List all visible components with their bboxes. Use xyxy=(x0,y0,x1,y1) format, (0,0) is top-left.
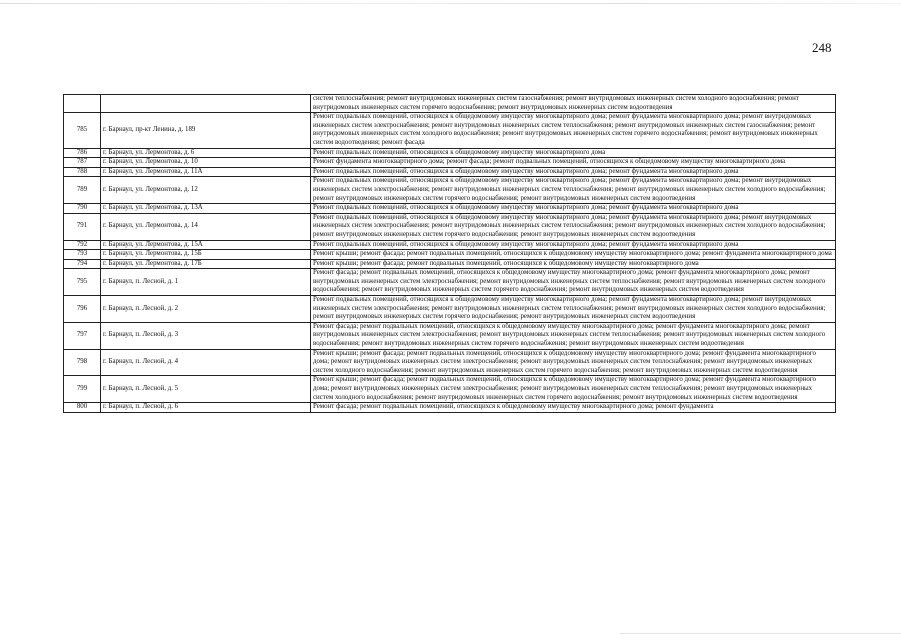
works-cell: Ремонт подвальных помещений, относящихся к общедомовому имуществу многоквартирного дома xyxy=(311,148,836,158)
works-cell: систем теплоснабжения; ремонт внутридомовых инженерных систем газоснабжения; ремонт внутридомовых инженерных систем холодного водоснабжения; ремонт внутридомовых инженерных систем горячего водоснабжения; ремонт внутридомовых инженерных систем водоотведения xyxy=(311,95,836,113)
table-row xyxy=(64,113,836,148)
row-number-cell: 790 xyxy=(64,204,101,214)
table-row xyxy=(64,403,836,413)
table-row xyxy=(64,296,836,323)
table-row xyxy=(64,95,836,113)
row-number-cell: 798 xyxy=(64,349,101,376)
works-cell: Ремонт фасада; ремонт подвальных помещений, относящихся к общедомовому имуществу многоквартирного дома; ремонт фундамента многоквартирного дома; ремонт внутридомовых инженерных систем электроснабжения; ремонт внутридомовых инженерных систем теплоснабжения; ремонт внутридомовых инженерных систем холодного водоснабжения; ремонт внутридомовых инженерных систем горячего водоснабжения; ремонт внутридомовых инженерных систем водоотведения xyxy=(311,269,836,296)
works-cell: Ремонт фасада; ремонт подвальных помещений, относящихся к общедомовому имуществу многоквартирного дома; ремонт фундамента xyxy=(311,403,836,413)
scan-artifact-bottom xyxy=(620,633,901,634)
address-cell: г. Барнаул, ул. Лермонтова, д. 14 xyxy=(101,213,311,240)
address-cell: г. Барнаул, п. Лесной, д. 2 xyxy=(101,296,311,323)
row-number-cell: 795 xyxy=(64,269,101,296)
row-number-cell: 791 xyxy=(64,213,101,240)
works-cell: Ремонт подвальных помещений, относящихся к общедомовому имуществу многоквартирного дома; ремонт фундамента многоквартирного дома xyxy=(311,240,836,250)
address-cell: г. Барнаул, ул. Лермонтова, д. 10 xyxy=(101,158,311,168)
works-cell: Ремонт подвальных помещений, относящихся к общедомовому имуществу многоквартирного дома; ремонт фундамента многоквартирного дома; ремонт внутридомовых инженерных систем электроснабжения; ремонт внутридомовых инженерных систем теплоснабжения; ремонт внутридомовых инженерных систем холодного водоснабжения; ремонт внутридомовых инженерных систем горячего водоснабжения; ремонт внутридомовых инженерных систем водоотведения xyxy=(311,213,836,240)
works-cell: Ремонт крыши; ремонт фасада; ремонт подвальных помещений, относящихся к общедомовому имуществу многоквартирного дома; ремонт фундамента многоквартирного дома xyxy=(311,250,836,260)
address-cell xyxy=(101,95,311,113)
address-cell: г. Барнаул, п. Лесной, д. 1 xyxy=(101,269,311,296)
table-row xyxy=(64,240,836,250)
table-body xyxy=(64,95,836,413)
works-cell: Ремонт подвальных помещений, относящихся к общедомовому имуществу многоквартирного дома; ремонт фундамента многоквартирного дома xyxy=(311,204,836,214)
row-number-cell: 796 xyxy=(64,296,101,323)
address-cell: г. Барнаул, ул. Лермонтова, д. 17Б xyxy=(101,259,311,269)
row-number-cell: 786 xyxy=(64,148,101,158)
row-number-cell: 797 xyxy=(64,322,101,349)
row-number-cell: 792 xyxy=(64,240,101,250)
row-number-cell xyxy=(64,95,101,113)
address-cell: г. Барнаул, ул. Лермонтова, д. 6 xyxy=(101,148,311,158)
row-number-cell: 788 xyxy=(64,167,101,177)
table-row xyxy=(64,269,836,296)
works-cell: Ремонт крыши; ремонт фасада; ремонт подвальных помещений, относящихся к общедомовому имуществу многоквартирного дома; ремонт фундамента многоквартирного дома; ремонт внутридомовых инженерных систем электроснабжения; ремонт внутридомовых инженерных систем теплоснабжения; ремонт внутридомовых инженерных систем холодного водоснабжения; ремонт внутридомовых инженерных систем горячего водоснабжения; ремонт внутридомовых инженерных систем водоотведения xyxy=(311,349,836,376)
works-cell: Ремонт подвальных помещений, относящихся к общедомовому имуществу многоквартирного дома; ремонт фундамента многоквартирного дома; ремонт внутридомовых инженерных систем электроснабжения; ремонт внутридомовых инженерных систем теплоснабжения; ремонт внутридомовых инженерных систем холодного водоснабжения; ремонт внутридомовых инженерных систем горячего водоснабжения; ремонт внутридомовых инженерных систем водоотведения xyxy=(311,177,836,204)
works-cell: Ремонт подвальных помещений, относящихся к общедомовому имуществу многоквартирного дома; ремонт фундамента многоквартирного дома; ремонт внутридомовых инженерных систем электроснабжения; ремонт внутридомовых инженерных систем теплоснабжения; ремонт внутридомовых инженерных систем газоснабжения; ремонт внутридомовых инженерных систем холодного водоснабжения; ремонт внутридомовых инженерных систем горячего водоснабжения; ремонт внутридомовых инженерных систем водоотведения; ремонт фасада xyxy=(311,113,836,148)
scan-artifact-top xyxy=(0,3,901,4)
address-cell: г. Барнаул, ул. Лермонтова, д. 11А xyxy=(101,167,311,177)
repair-works-table xyxy=(63,94,836,413)
table-row xyxy=(64,177,836,204)
table-row xyxy=(64,376,836,403)
table-row xyxy=(64,148,836,158)
row-number-cell: 787 xyxy=(64,158,101,168)
address-cell: г. Барнаул, ул. Лермонтова, д. 13А xyxy=(101,204,311,214)
table-row xyxy=(64,158,836,168)
row-number-cell: 800 xyxy=(64,403,101,413)
address-cell: г. Барнаул, п. Лесной, д. 3 xyxy=(101,322,311,349)
row-number-cell: 789 xyxy=(64,177,101,204)
row-number-cell: 799 xyxy=(64,376,101,403)
address-cell: г. Барнаул, п. Лесной, д. 5 xyxy=(101,376,311,403)
address-cell: г. Барнаул, ул. Лермонтова, д. 15Б xyxy=(101,250,311,260)
table-row xyxy=(64,250,836,260)
address-cell: г. Барнаул, ул. Лермонтова, д. 15А xyxy=(101,240,311,250)
row-number-cell: 785 xyxy=(64,113,101,148)
table-row xyxy=(64,167,836,177)
address-cell: г. Барнаул, пр-кт Ленина, д. 189 xyxy=(101,113,311,148)
table-row xyxy=(64,322,836,349)
works-cell: Ремонт крыши; ремонт фасада; ремонт подвальных помещений, относящихся к общедомовому имуществу многоквартирного дома xyxy=(311,259,836,269)
address-cell: г. Барнаул, п. Лесной, д. 6 xyxy=(101,403,311,413)
row-number-cell: 793 xyxy=(64,250,101,260)
address-cell: г. Барнаул, ул. Лермонтова, д. 12 xyxy=(101,177,311,204)
table-row xyxy=(64,204,836,214)
row-number-cell: 794 xyxy=(64,259,101,269)
works-cell: Ремонт фундамента многоквартирного дома; ремонт фасада; ремонт подвальных помещений, относящихся к общедомовому имуществу многоквартирного дома xyxy=(311,158,836,168)
works-cell: Ремонт фасада; ремонт подвальных помещений, относящихся к общедомовому имуществу многоквартирного дома; ремонт фундамента многоквартирного дома; ремонт внутридомовых инженерных систем электроснабжения; ремонт внутридомовых инженерных систем теплоснабжения; ремонт внутридомовых инженерных систем холодного водоснабжения; ремонт внутридомовых инженерных систем горячего водоснабжения; ремонт внутридомовых инженерных систем водоотведения xyxy=(311,322,836,349)
works-cell: Ремонт подвальных помещений, относящихся к общедомовому имуществу многоквартирного дома; ремонт фундамента многоквартирного дома xyxy=(311,167,836,177)
works-cell: Ремонт подвальных помещений, относящихся к общедомовому имуществу многоквартирного дома; ремонт фундамента многоквартирного дома; ремонт внутридомовых инженерных систем электроснабжения; ремонт внутридомовых инженерных систем теплоснабжения; ремонт внутридомовых инженерных систем холодного водоснабжения; ремонт внутридомовых инженерных систем горячего водоснабжения; ремонт внутридомовых инженерных систем водоотведения xyxy=(311,296,836,323)
repair-works-table-container xyxy=(63,94,833,413)
table-row xyxy=(64,213,836,240)
table-row xyxy=(64,349,836,376)
address-cell: г. Барнаул, п. Лесной, д. 4 xyxy=(101,349,311,376)
works-cell: Ремонт крыши; ремонт фасада; ремонт подвальных помещений, относящихся к общедомовому имуществу многоквартирного дома; ремонт фундамента многоквартирного дома; ремонт внутридомовых инженерных систем электроснабжения; ремонт внутридомовых инженерных систем теплоснабжения; ремонт внутридомовых инженерных систем холодного водоснабжения; ремонт внутридомовых инженерных систем горячего водоснабжения; ремонт внутридомовых инженерных систем водоотведения xyxy=(311,376,836,403)
table-row xyxy=(64,259,836,269)
page-number: 248 xyxy=(812,40,832,55)
